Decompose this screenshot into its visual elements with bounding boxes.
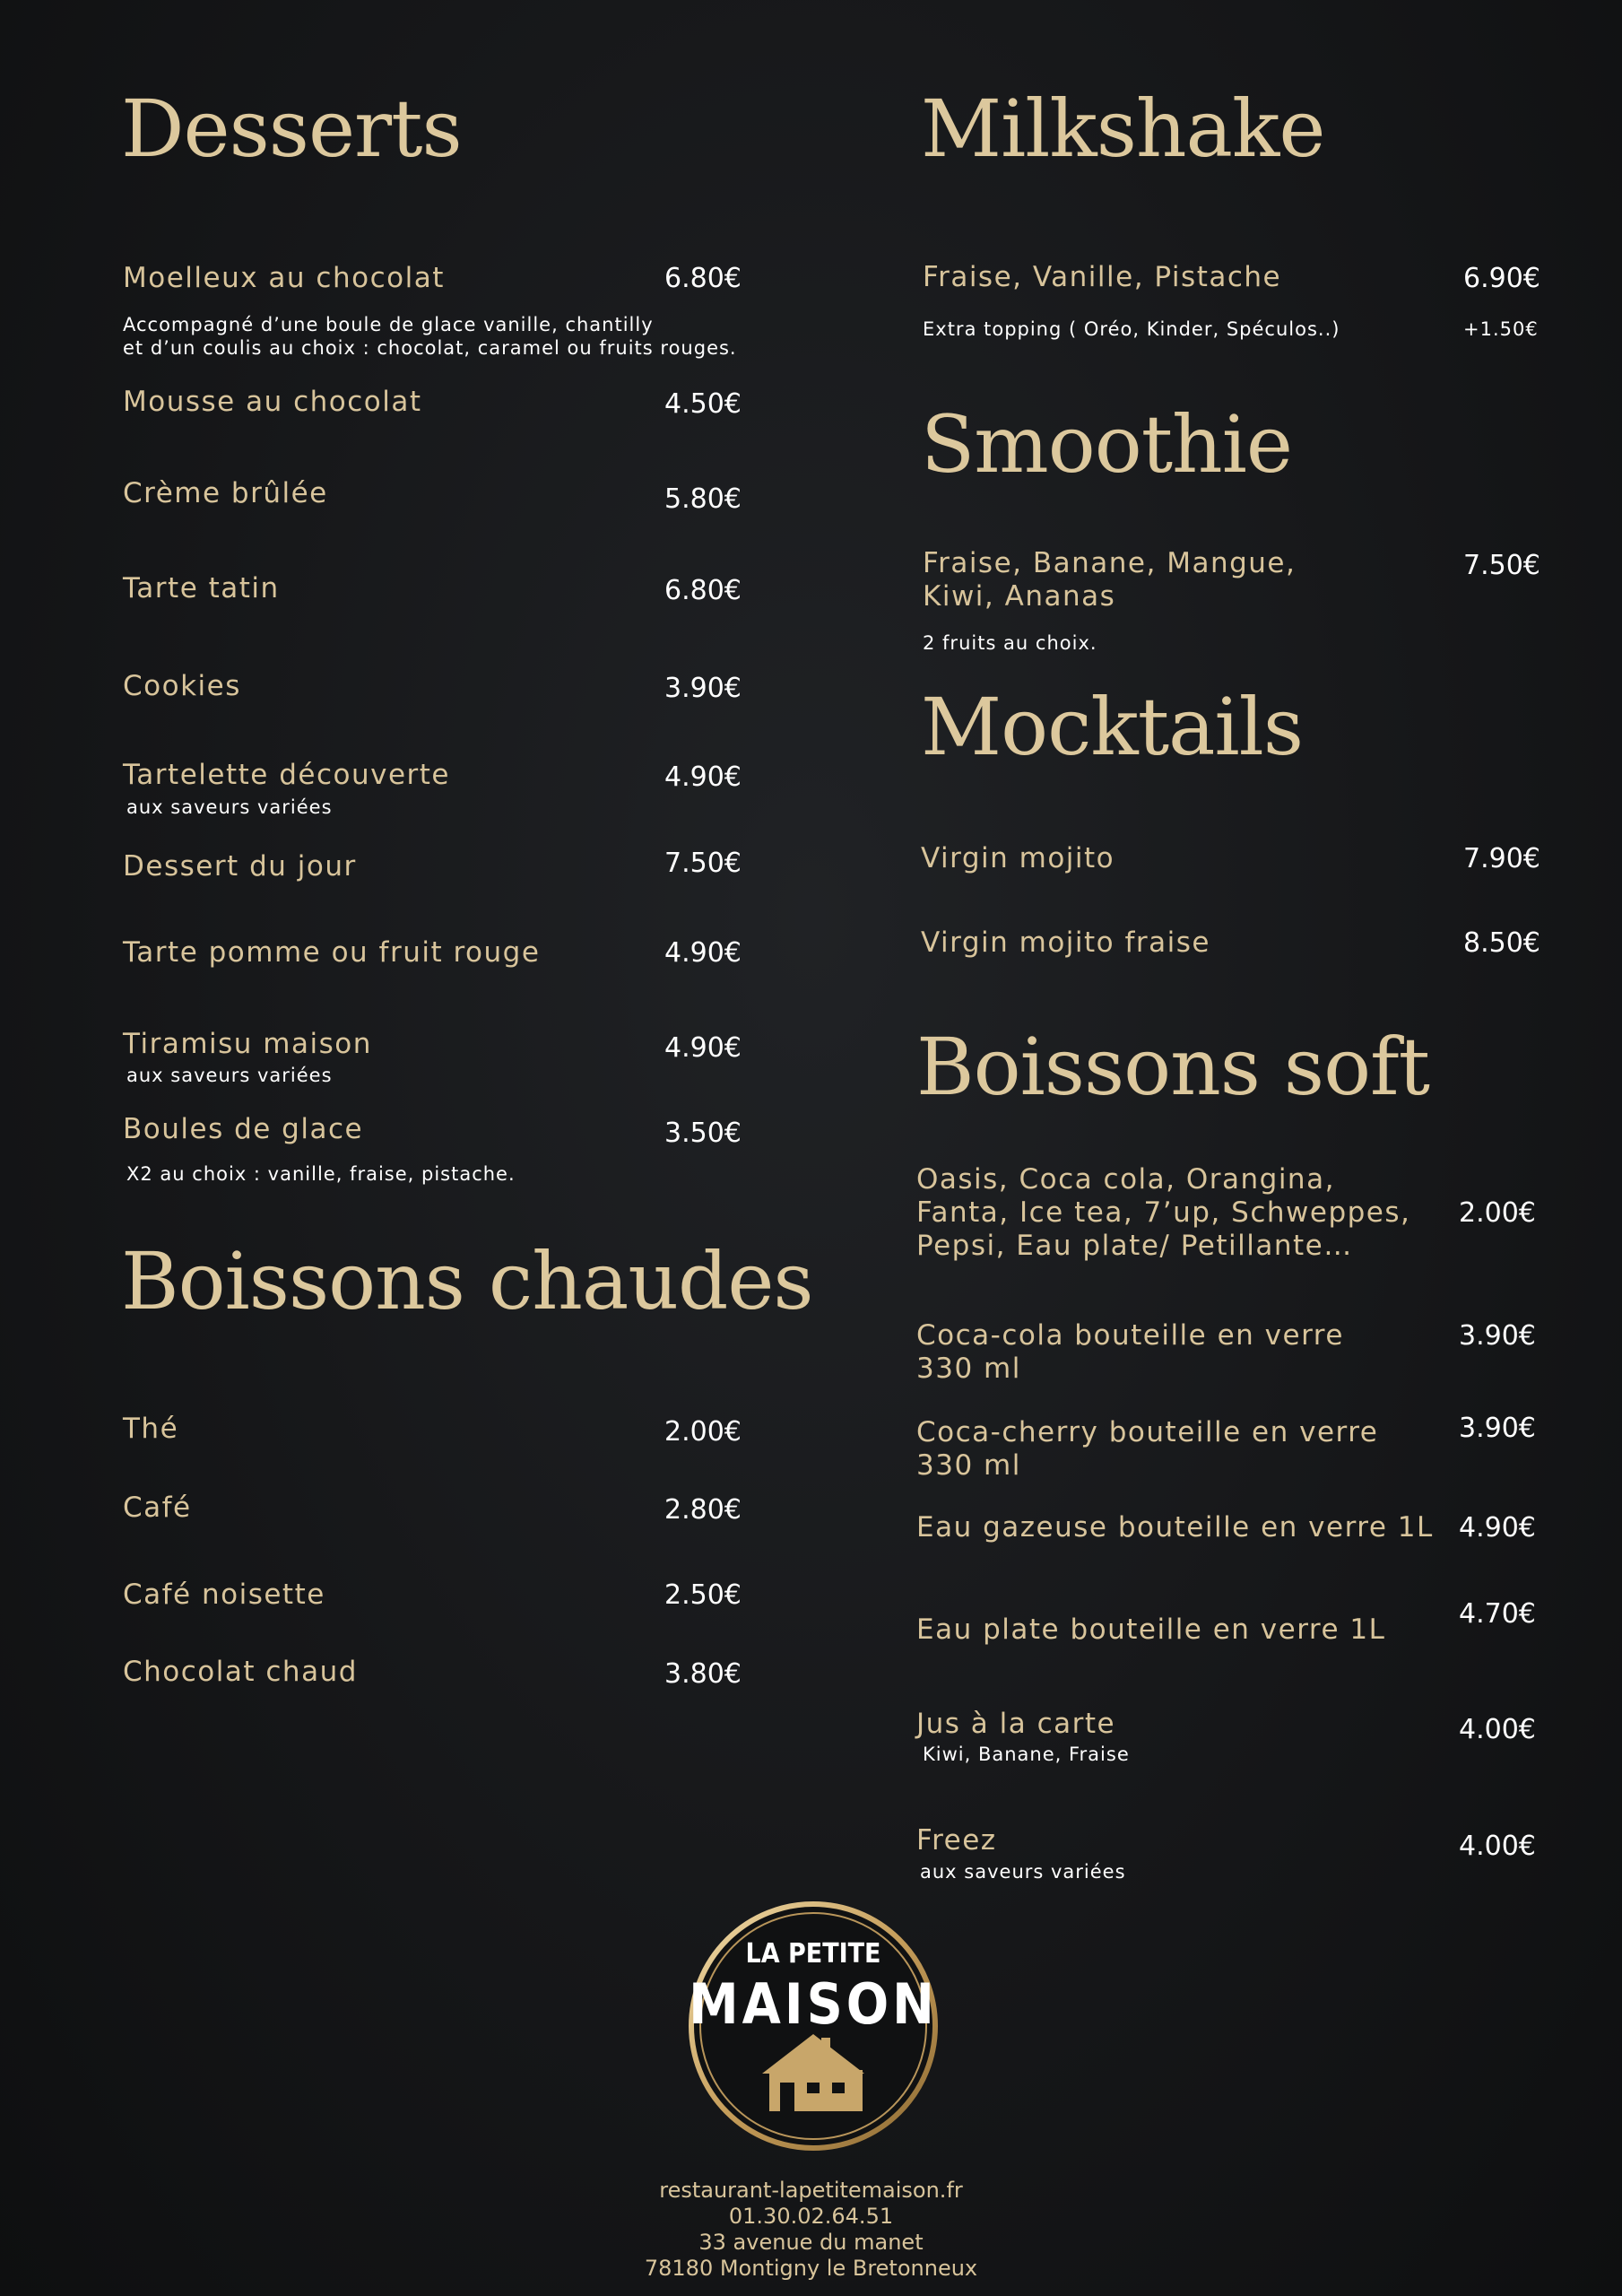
item-name: Mousse au chocolat: [123, 386, 422, 418]
item-name: Moelleux au chocolat: [123, 262, 445, 294]
item-price: 3.80€: [664, 1658, 742, 1690]
item-name: Eau gazeuse bouteille en verre 1L: [916, 1511, 1434, 1544]
footer-phone[interactable]: 01.30.02.64.51: [728, 2204, 894, 2229]
item-name: Café noisette: [123, 1578, 325, 1611]
item-description: aux saveurs variées: [126, 1065, 333, 1086]
item-description: et d’un coulis au choix : chocolat, caramel ou fruits rouges.: [123, 337, 737, 359]
item-name: Fraise, Banane, Mangue,: [923, 547, 1297, 579]
smoothie-heading: Smoothie: [921, 398, 1292, 491]
item-price: 7.90€: [1463, 843, 1540, 874]
item-price: 3.90€: [1459, 1320, 1536, 1352]
item-name: Kiwi, Ananas: [923, 580, 1116, 613]
item-name: Pepsi, Eau plate/ Petillante…: [916, 1230, 1353, 1262]
milkshake-heading: Milkshake: [921, 83, 1325, 175]
item-price: 8.50€: [1463, 927, 1540, 959]
item-price: 7.50€: [1463, 550, 1540, 581]
item-name: Tarte tatin: [123, 572, 280, 604]
item-price: 4.50€: [664, 388, 742, 420]
item-description: aux saveurs variées: [126, 796, 333, 818]
item-price: 4.90€: [664, 1032, 742, 1064]
item-price: 3.50€: [664, 1118, 742, 1149]
item-name: Chocolat chaud: [123, 1656, 358, 1688]
desserts-heading: Desserts: [121, 83, 462, 175]
item-price: 2.50€: [664, 1579, 742, 1611]
item-description: Kiwi, Banane, Fraise: [923, 1744, 1130, 1765]
item-name: Tartelette découverte: [123, 759, 450, 791]
item-price: 4.90€: [1459, 1512, 1536, 1544]
item-description: aux saveurs variées: [920, 1861, 1126, 1883]
item-name: Coca-cherry bouteille en verre: [916, 1416, 1379, 1448]
item-price: 6.90€: [1463, 263, 1540, 294]
item-name: Dessert du jour: [123, 850, 357, 883]
item-price: 6.80€: [664, 575, 742, 606]
item-name: Crème brûlée: [123, 477, 328, 509]
mocktails-heading: Mocktails: [921, 681, 1303, 773]
item-description: Accompagné d’une boule de glace vanille, chantilly: [123, 314, 654, 335]
item-price: 7.50€: [664, 848, 742, 879]
item-name: Eau plate bouteille en verre 1L: [916, 1613, 1386, 1646]
item-price: 2.00€: [1459, 1197, 1536, 1229]
item-price: 4.00€: [1459, 1831, 1536, 1862]
item-price: 3.90€: [664, 673, 742, 704]
item-description: 2 fruits au choix.: [923, 632, 1097, 654]
item-extra-price: +1.50€: [1463, 318, 1539, 340]
item-name: Coca-cola bouteille en verre: [916, 1319, 1344, 1352]
item-extra: Extra topping ( Oréo, Kinder, Spéculos..): [923, 318, 1340, 340]
item-price: 4.90€: [664, 761, 742, 793]
item-name: 330 ml: [916, 1352, 1021, 1385]
item-name: Virgin mojito fraise: [921, 926, 1210, 959]
item-name: Fanta, Ice tea, 7’up, Schweppes,: [916, 1196, 1411, 1229]
hot-drinks-heading: Boissons chaudes: [121, 1235, 813, 1327]
item-price: 6.80€: [664, 263, 742, 294]
restaurant-logo: [687, 1900, 940, 2152]
item-price: 3.90€: [1459, 1413, 1536, 1444]
item-name: 330 ml: [916, 1449, 1021, 1482]
item-name: Fraise, Vanille, Pistache: [923, 261, 1282, 293]
logo-line2: MAISON: [689, 1971, 938, 2037]
item-name: Freez: [916, 1824, 997, 1857]
item-name: Jus à la carte: [916, 1708, 1116, 1740]
item-name: Cookies: [123, 670, 241, 702]
item-name: Tiramisu maison: [123, 1028, 372, 1060]
item-name: Café: [123, 1492, 192, 1524]
logo-line1: LA PETITE: [745, 1938, 881, 1970]
item-name: Boules de glace: [123, 1113, 364, 1145]
item-price: 4.00€: [1459, 1714, 1536, 1745]
item-name: Thé: [123, 1413, 179, 1445]
item-price: 2.00€: [664, 1416, 742, 1448]
item-price: 2.80€: [664, 1494, 742, 1526]
item-price: 4.90€: [664, 937, 742, 969]
footer-address-line1: 33 avenue du manet: [698, 2230, 924, 2255]
item-name: Virgin mojito: [921, 842, 1115, 874]
footer-address-line2: 78180 Montigny le Bretonneux: [644, 2256, 978, 2281]
footer-website[interactable]: restaurant-lapetitemaison.fr: [659, 2178, 963, 2203]
item-name: Oasis, Coca cola, Orangina,: [916, 1163, 1335, 1196]
soft-drinks-heading: Boissons soft: [916, 1021, 1429, 1113]
item-description: X2 au choix : vanille, fraise, pistache.: [126, 1163, 516, 1185]
item-price: 5.80€: [664, 483, 742, 515]
item-price: 4.70€: [1459, 1598, 1536, 1630]
item-name: Tarte pomme ou fruit rouge: [123, 936, 541, 969]
